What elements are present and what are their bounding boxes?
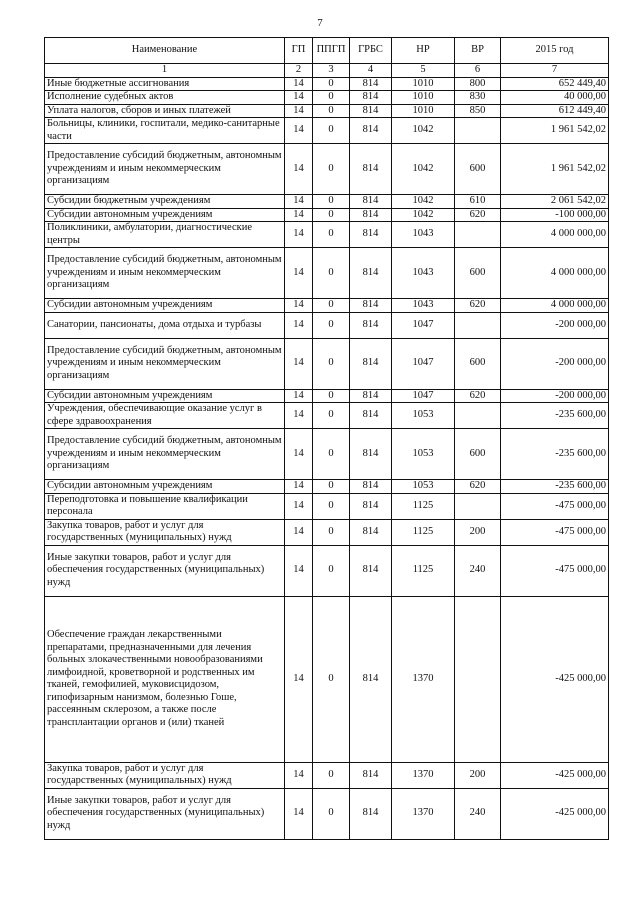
row-vr: 600 [455,144,501,195]
row-name: Субсидии бюджетным учреждениям [45,195,285,209]
table-row [45,312,609,338]
table-row [45,104,609,118]
row-ppgp: 0 [313,91,350,105]
row-nr: 1047 [392,389,455,403]
row-vr: 240 [455,545,501,596]
row-grbs: 814 [350,545,392,596]
row-amount: -235 600,00 [501,480,609,494]
row-vr: 620 [455,480,501,494]
row-name: Субсидии автономным учреждениям [45,480,285,494]
row-amount: -475 000,00 [501,545,609,596]
row-nr: 1042 [392,118,455,144]
row-nr: 1043 [392,248,455,299]
table-row [45,596,609,762]
row-nr: 1043 [392,299,455,313]
row-amount: -425 000,00 [501,788,609,839]
row-grbs: 814 [350,77,392,91]
row-ppgp: 0 [313,493,350,519]
row-grbs: 814 [350,195,392,209]
row-vr: 200 [455,762,501,788]
table-row [45,299,609,313]
row-gp: 14 [285,762,313,788]
table-row [45,195,609,209]
row-vr [455,493,501,519]
row-grbs: 814 [350,762,392,788]
row-amount: 652 449,40 [501,77,609,91]
row-amount: -475 000,00 [501,493,609,519]
row-nr: 1370 [392,762,455,788]
row-nr: 1370 [392,596,455,762]
table-row [45,519,609,545]
row-name: Иные закупки товаров, работ и услуг для обеспечения государственных (муниципальных) нужд [45,545,285,596]
row-vr: 800 [455,77,501,91]
row-gp: 14 [285,312,313,338]
row-amount: 1 961 542,02 [501,118,609,144]
column-header-nr: НР [392,38,455,64]
column-number: 5 [392,64,455,78]
row-ppgp: 0 [313,299,350,313]
header-row [45,38,609,64]
row-amount: -100 000,00 [501,208,609,222]
column-number-row [45,64,609,78]
row-vr: 830 [455,91,501,105]
row-name: Учреждения, обеспечивающие оказание услуг в сфере здравоохранения [45,403,285,429]
table-row [45,144,609,195]
row-grbs: 814 [350,403,392,429]
row-amount: -235 600,00 [501,429,609,480]
row-nr: 1010 [392,104,455,118]
table-row [45,545,609,596]
row-vr: 850 [455,104,501,118]
row-amount: -425 000,00 [501,596,609,762]
row-grbs: 814 [350,118,392,144]
row-gp: 14 [285,222,313,248]
row-ppgp: 0 [313,788,350,839]
row-grbs: 814 [350,104,392,118]
row-name: Переподготовка и повышение квалификации персонала [45,493,285,519]
row-name: Субсидии автономным учреждениям [45,208,285,222]
row-name: Иные бюджетные ассигнования [45,77,285,91]
row-name: Предоставление субсидий бюджетным, автономным учреждениям и иным некоммерческим организациям [45,248,285,299]
row-nr: 1053 [392,480,455,494]
row-vr: 200 [455,519,501,545]
row-gp: 14 [285,596,313,762]
row-ppgp: 0 [313,195,350,209]
row-vr: 620 [455,208,501,222]
row-grbs: 814 [350,222,392,248]
row-name: Субсидии автономным учреждениям [45,299,285,313]
row-vr [455,222,501,248]
row-gp: 14 [285,389,313,403]
row-gp: 14 [285,480,313,494]
row-grbs: 814 [350,429,392,480]
row-nr: 1042 [392,195,455,209]
row-vr [455,403,501,429]
row-nr: 1125 [392,493,455,519]
row-grbs: 814 [350,91,392,105]
row-name: Уплата налогов, сборов и иных платежей [45,104,285,118]
column-header-gp: ГП [285,38,313,64]
row-amount: -475 000,00 [501,519,609,545]
table-row [45,208,609,222]
row-gp: 14 [285,545,313,596]
row-amount: 2 061 542,02 [501,195,609,209]
row-amount: -425 000,00 [501,762,609,788]
column-header-vr: ВР [455,38,501,64]
row-ppgp: 0 [313,519,350,545]
row-grbs: 814 [350,248,392,299]
table-row [45,91,609,105]
row-ppgp: 0 [313,118,350,144]
table-row [45,248,609,299]
column-number: 2 [285,64,313,78]
row-name: Исполнение судебных актов [45,91,285,105]
row-nr: 1125 [392,545,455,596]
row-vr [455,118,501,144]
row-ppgp: 0 [313,480,350,494]
row-name: Обеспечение граждан лекарственными препаратами, предназначенными для лечения больных злокачественными новообразованиями лимфоидной, кроветворной и родственных им тканей, гемофилией, муковисцидозом, гипофизарным нанизмом, болезнью Гоше, рассеянным склерозом, а также после трансплантации органов и (или) тканей [45,596,285,762]
row-grbs: 814 [350,144,392,195]
row-gp: 14 [285,788,313,839]
row-vr [455,596,501,762]
row-gp: 14 [285,91,313,105]
row-nr: 1043 [392,222,455,248]
row-grbs: 814 [350,788,392,839]
row-ppgp: 0 [313,389,350,403]
row-vr: 600 [455,248,501,299]
row-gp: 14 [285,195,313,209]
row-vr: 600 [455,338,501,389]
row-nr: 1010 [392,91,455,105]
row-amount: 4 000 000,00 [501,222,609,248]
row-grbs: 814 [350,519,392,545]
table-body [45,77,609,839]
table-row [45,222,609,248]
row-gp: 14 [285,77,313,91]
row-amount: 1 961 542,02 [501,144,609,195]
row-grbs: 814 [350,596,392,762]
row-ppgp: 0 [313,312,350,338]
column-number: 6 [455,64,501,78]
row-ppgp: 0 [313,208,350,222]
row-amount: -200 000,00 [501,312,609,338]
table-row [45,480,609,494]
table-row [45,389,609,403]
row-gp: 14 [285,208,313,222]
column-number: 3 [313,64,350,78]
row-vr: 620 [455,299,501,313]
row-ppgp: 0 [313,596,350,762]
column-header-name: Наименование [45,38,285,64]
column-number: 7 [501,64,609,78]
column-header-grbs: ГРБС [350,38,392,64]
row-ppgp: 0 [313,403,350,429]
row-gp: 14 [285,519,313,545]
row-vr: 600 [455,429,501,480]
row-amount: -200 000,00 [501,338,609,389]
row-grbs: 814 [350,338,392,389]
row-grbs: 814 [350,493,392,519]
column-header-ppgp: ППГП [313,38,350,64]
table-row [45,762,609,788]
table-row [45,77,609,91]
table-row [45,118,609,144]
row-gp: 14 [285,118,313,144]
table-row [45,493,609,519]
row-name: Предоставление субсидий бюджетным, автономным учреждениям и иным некоммерческим организациям [45,429,285,480]
row-name: Закупка товаров, работ и услуг для государственных (муниципальных) нужд [45,762,285,788]
column-number: 1 [45,64,285,78]
row-vr: 610 [455,195,501,209]
row-name: Закупка товаров, работ и услуг для государственных (муниципальных) нужд [45,519,285,545]
row-amount: -235 600,00 [501,403,609,429]
row-gp: 14 [285,429,313,480]
row-ppgp: 0 [313,144,350,195]
row-gp: 14 [285,299,313,313]
row-ppgp: 0 [313,104,350,118]
row-ppgp: 0 [313,762,350,788]
row-nr: 1053 [392,403,455,429]
row-ppgp: 0 [313,338,350,389]
row-amount: -200 000,00 [501,389,609,403]
row-nr: 1042 [392,208,455,222]
row-nr: 1047 [392,338,455,389]
table-row [45,338,609,389]
column-header-year: 2015 год [501,38,609,64]
row-amount: 40 000,00 [501,91,609,105]
page-number: 7 [317,17,323,29]
budget-table [44,37,609,840]
row-name: Предоставление субсидий бюджетным, автономным учреждениям и иным некоммерческим организациям [45,338,285,389]
row-nr: 1125 [392,519,455,545]
row-vr: 620 [455,389,501,403]
row-amount: 4 000 000,00 [501,299,609,313]
row-name: Поликлиники, амбулатории, диагностические центры [45,222,285,248]
row-nr: 1370 [392,788,455,839]
row-ppgp: 0 [313,222,350,248]
row-ppgp: 0 [313,77,350,91]
row-nr: 1053 [392,429,455,480]
row-gp: 14 [285,248,313,299]
row-gp: 14 [285,104,313,118]
row-ppgp: 0 [313,429,350,480]
row-grbs: 814 [350,480,392,494]
row-nr: 1047 [392,312,455,338]
row-name: Санатории, пансионаты, дома отдыха и турбазы [45,312,285,338]
row-ppgp: 0 [313,545,350,596]
table-row [45,788,609,839]
row-name: Предоставление субсидий бюджетным, автономным учреждениям и иным некоммерческим организациям [45,144,285,195]
row-grbs: 814 [350,389,392,403]
table-row [45,403,609,429]
row-name: Иные закупки товаров, работ и услуг для обеспечения государственных (муниципальных) нужд [45,788,285,839]
row-gp: 14 [285,403,313,429]
row-vr: 240 [455,788,501,839]
row-nr: 1010 [392,77,455,91]
row-gp: 14 [285,338,313,389]
row-name: Больницы, клиники, госпитали, медико-санитарные части [45,118,285,144]
table-row [45,429,609,480]
row-amount: 4 000 000,00 [501,248,609,299]
row-gp: 14 [285,493,313,519]
column-number: 4 [350,64,392,78]
row-grbs: 814 [350,299,392,313]
row-name: Субсидии автономным учреждениям [45,389,285,403]
row-amount: 612 449,40 [501,104,609,118]
row-grbs: 814 [350,312,392,338]
row-gp: 14 [285,144,313,195]
row-ppgp: 0 [313,248,350,299]
row-nr: 1042 [392,144,455,195]
row-grbs: 814 [350,208,392,222]
row-vr [455,312,501,338]
